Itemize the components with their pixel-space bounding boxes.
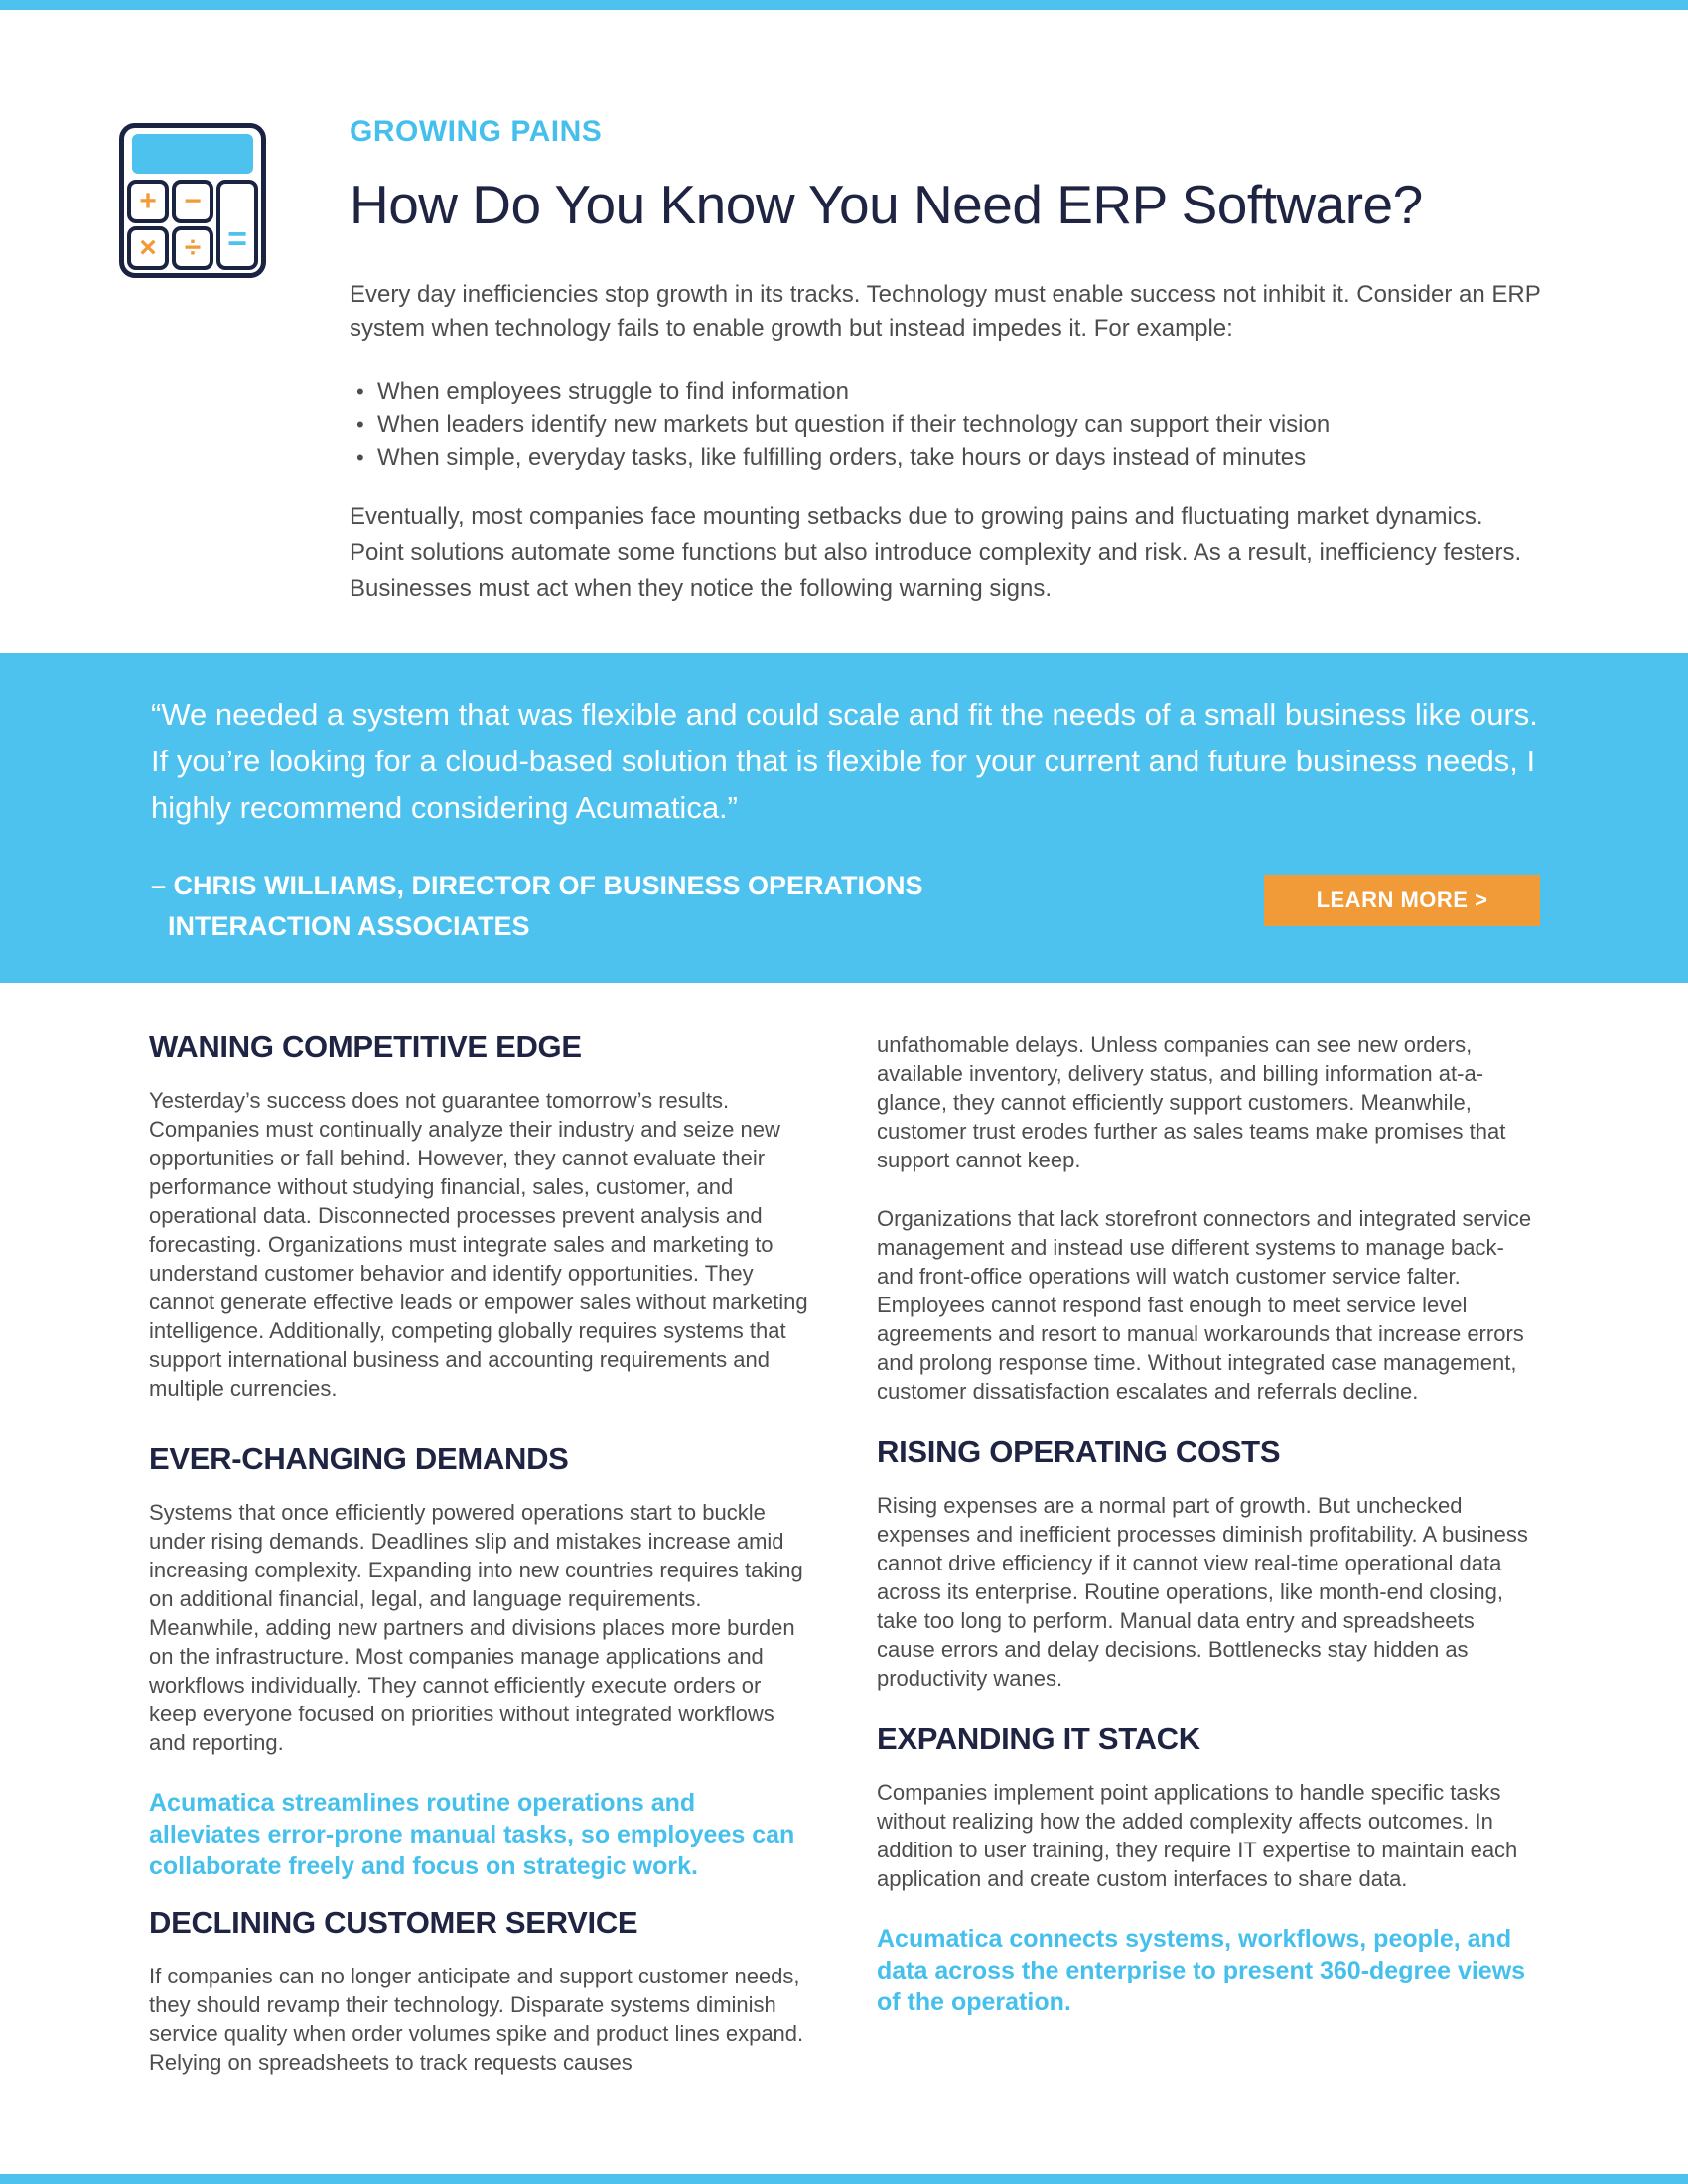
plus-glyph: +	[139, 185, 157, 217]
section-heading-ever-changing-demands: EVER-CHANGING DEMANDS	[149, 1441, 569, 1476]
minus-key-icon	[172, 180, 213, 223]
section-body: Yesterday’s success does not guarantee tomorrow’s results. Companies must continually analyze their industry and seize new opportunities or fall behind. However, they cannot evaluate their performance without studying financial, sales, customer, and operational data. Disconnected processes prevent analysis and forecasting. Organizations must integrate sales and marketing to understand customer behavior and identify opportunities. They cannot generate effective leads or empower sales without marketing intelligence. Additionally, competing globally requires systems that support international business and accounting requirements and multiple currencies.	[149, 1088, 808, 1401]
left-column	[149, 1030, 809, 2107]
section-body: If companies can no longer anticipate and support customer needs, they should revamp their technology. Disparate systems diminish service quality when order volumes spike and product lines expand. Relying on spreadsheets to track requests causes	[149, 1964, 804, 2075]
closing-paragraph: Eventually, most companies face mounting setbacks due to growing pains and fluctuating market dynamics. Point solutions automate some functions but also introduce complexity and risk. As a result, inefficiency festers. Businesses must act when they notice the following warning signs.	[350, 503, 1522, 602]
bullet-item: • When leaders identify new markets but question if their technology can support their vision	[350, 408, 1553, 441]
section-heading-rising-operating-costs: RISING OPERATING COSTS	[877, 1434, 1281, 1469]
equals-key-icon	[216, 180, 258, 270]
equals-glyph: =	[227, 220, 247, 258]
multiply-glyph: ×	[139, 231, 157, 264]
acumatica-callout: Acumatica streamlines routine operations and alleviates error-prone manual tasks, so employees can collaborate freely and focus on strategic work.	[149, 1789, 795, 1880]
quote-banner	[0, 653, 1688, 983]
kicker: GROWING PAINS	[350, 115, 603, 148]
page-title: How Do You Know You Need ERP Software?	[350, 174, 1423, 235]
multiply-key-icon	[127, 226, 169, 270]
divide-key-icon	[172, 226, 213, 270]
section-heading-expanding-it-stack: EXPANDING IT STACK	[877, 1721, 1200, 1756]
acumatica-callout: Acumatica connects systems, workflows, people, and data across the enterprise to present 360-degree views of the operation.	[877, 1925, 1526, 2016]
body-columns	[149, 1030, 1537, 2107]
top-accent-bar	[0, 0, 1688, 10]
warning-signs-list	[350, 375, 1553, 474]
right-column	[877, 1030, 1537, 2107]
bullet-item: • When employees struggle to find information	[350, 375, 1553, 408]
learn-more-button[interactable]: LEARN MORE >	[1264, 875, 1540, 926]
section-body: Rising expenses are a normal part of growth. But unchecked expenses and inefficient processes diminish profitability. A business cannot drive efficiency if it cannot view real-time operational data across its enterprise. Routine operations, like month-end closing, take too long to perform. Manual data entry and spreadsheets cause errors and delay decisions. Bottlenecks stay hidden as productivity wanes.	[877, 1493, 1528, 1691]
calculator-screen	[132, 134, 253, 174]
section-body: Systems that once efficiently powered operations start to buckle under rising demands. Deadlines slip and mistakes increase amid increasing complexity. Expanding into new countries requires taking on additional financial, legal, and language requirements. Meanwhile, adding new partners and divisions places more burden on the infrastructure. Most companies manage applications and workflows individually. They cannot efficiently execute orders or keep everyone focused on priorities without integrated workflows and reporting.	[149, 1500, 803, 1755]
minus-glyph: −	[184, 185, 202, 217]
quote-attribution	[151, 866, 923, 947]
calculator-icon	[119, 123, 266, 278]
customer-quote: “We needed a system that was flexible and could scale and fit the needs of a small business like ours. If you’re looking for a cloud-based solution that is flexible for your current and future business needs, I highly recommend considering Acumatica.”	[151, 697, 1538, 825]
section-body: Companies implement point applications to handle specific tasks without realizing how the added complexity affects outcomes. In addition to user training, they require IT expertise to maintain each application and create custom interfaces to share data.	[877, 1780, 1518, 1891]
section-heading-waning-competitive-edge: WANING COMPETITIVE EDGE	[149, 1029, 582, 1064]
divide-glyph: ÷	[184, 231, 202, 264]
plus-key-icon	[127, 180, 169, 223]
intro-paragraph: Every day inefficiencies stop growth in its tracks. Technology must enable success not inhibit it. Consider an ERP system when technology fails to enable growth but instead impedes it. For example:	[350, 281, 1541, 341]
section-body-continued: unfathomable delays. Unless companies can see new orders, available inventory, delivery status, and billing information at-a-glance, they cannot efficiently support customers. Meanwhile, customer trust erodes further as sales teams make promises that support cannot keep.	[877, 1032, 1506, 1172]
section-heading-declining-customer-service: DECLINING CUSTOMER SERVICE	[149, 1905, 638, 1940]
masthead	[350, 115, 1553, 607]
attribution-org: INTERACTION ASSOCIATES	[168, 911, 530, 941]
section-body-continued: Organizations that lack storefront connectors and integrated service management and instead use different systems to manage back- and front-office operations will watch customer service falter. Employees cannot respond fast enough to meet service level agreements and resort to manual workarounds that increase errors and prolong response time. Without integrated case management, customer dissatisfaction escalates and referrals decline.	[877, 1206, 1532, 1404]
bottom-accent-bar	[0, 2174, 1688, 2184]
bullet-item: • When simple, everyday tasks, like fulfilling orders, take hours or days instead of minutes	[350, 441, 1553, 474]
attribution-name: – CHRIS WILLIAMS, DIRECTOR OF BUSINESS OPERATIONS	[151, 871, 923, 900]
